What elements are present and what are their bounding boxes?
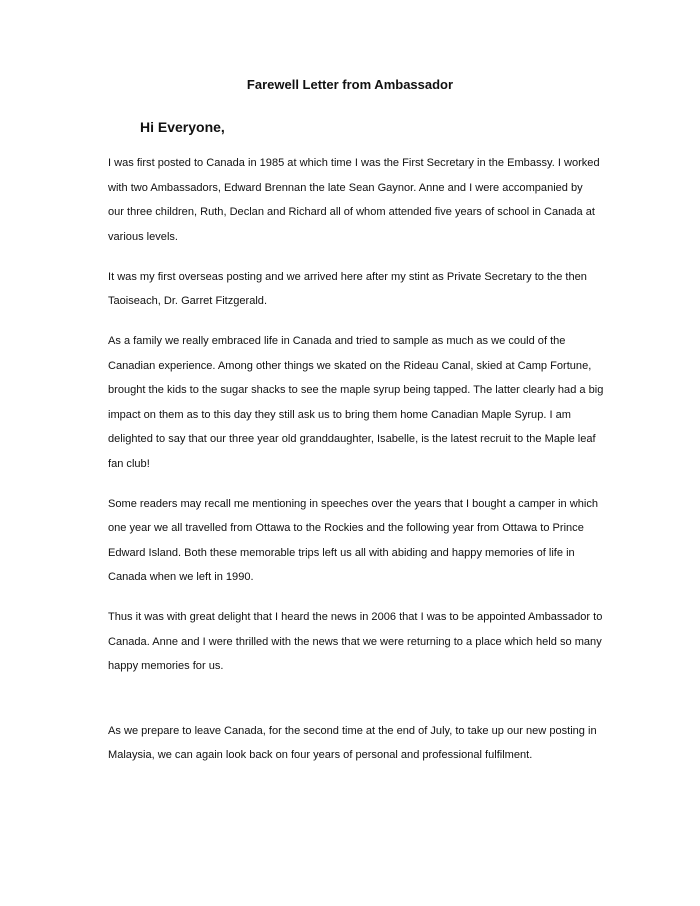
paragraph-line: As a family we really embraced life in Canada and tried to sample as much as we could of the: [108, 335, 566, 347]
paragraph-ambassador-appointment: [108, 605, 603, 679]
paragraph-line: Some readers may recall me mentioning in speeches over the years that I bought a camper in which: [108, 497, 598, 510]
paragraph-line: our three children, Ruth, Declan and Richard all of whom attended five years of school in Canada at: [108, 206, 595, 218]
paragraph-line: It was my first overseas posting and we arrived here after my stint as Private Secretary to the then: [108, 270, 587, 283]
paragraph-family-life: [108, 329, 603, 476]
paragraph-first-posting: [108, 151, 603, 249]
paragraph-line: happy memories for us.: [108, 660, 224, 672]
paragraph-camper-trips: [108, 492, 603, 590]
letter-body: [108, 151, 603, 783]
paragraph-line: various levels.: [108, 230, 178, 243]
paragraph-overseas-posting: [108, 265, 603, 314]
letter-title: Farewell Letter from Ambassador: [246, 77, 454, 92]
paragraph-line: delighted to say that our three year old granddaughter, Isabelle, is the latest recruit to the Maple leaf: [108, 433, 596, 445]
paragraph-line: I was first posted to Canada in 1985 at which time I was the First Secretary in the Embassy. I worked: [108, 157, 600, 169]
paragraph-line: Edward Island. Both these memorable trips left us all with abiding and happy memories of life in: [108, 546, 575, 559]
paragraph-line: with two Ambassadors, Edward Brennan the late Sean Gaynor. Anne and I were accompanied by: [108, 181, 583, 194]
paragraph-line: As we prepare to leave Canada, for the second time at the end of July, to take up our new posting in: [108, 724, 597, 737]
paragraph-line: one year we all travelled from Ottawa to the Rockies and the following year from Ottawa to Prince: [108, 522, 584, 534]
paragraph-line: Taoiseach, Dr. Garret Fitzgerald.: [108, 295, 268, 307]
paragraph-farewell: [108, 719, 603, 768]
paragraph-line: Canada when we left in 1990.: [108, 571, 254, 583]
paragraph-line: Malaysia, we can again look back on four years of personal and professional fulfilment.: [108, 749, 533, 761]
paragraph-line: brought the kids to the sugar shacks to see the maple syrup being tapped. The latter clearly had a big: [108, 384, 604, 396]
paragraph-line: Thus it was with great delight that I heard the news in 2006 that I was to be appointed Ambassador to: [108, 611, 603, 623]
paragraph-line: fan club!: [108, 457, 150, 470]
paragraph-line: Canada. Anne and I were thrilled with the news that we were returning to a place which held so many: [108, 635, 602, 648]
paragraph-line: Canadian experience. Among other things we skated on the Rideau Canal, skied at Camp Fortune,: [108, 359, 592, 372]
letter-greeting: Hi Everyone,: [140, 119, 225, 135]
paragraph-line: impact on them as to this day they still ask us to bring them home Canadian Maple Syrup. I am: [108, 408, 571, 421]
